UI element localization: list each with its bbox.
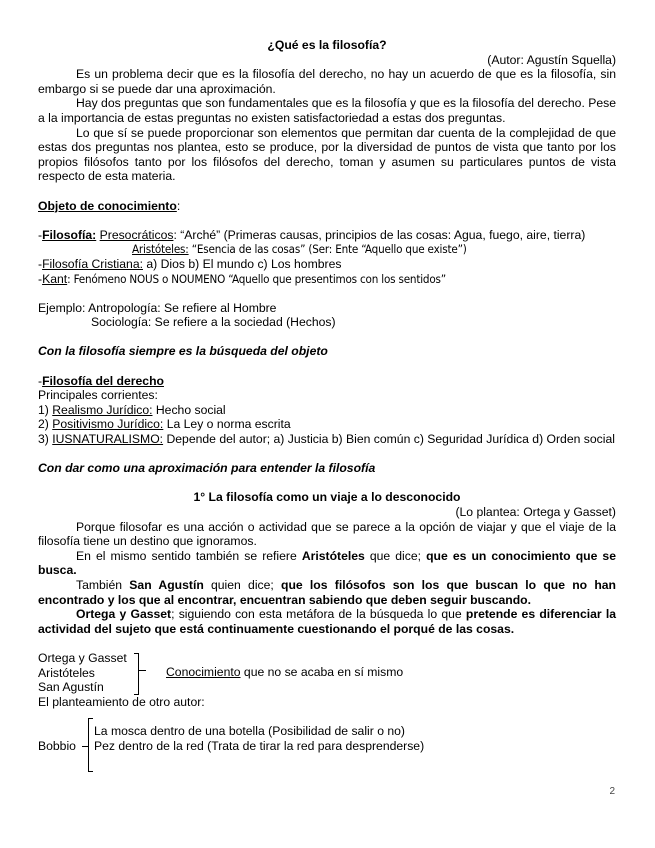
conocimiento-line: Conocimiento que no se acaba en sí mismo [166, 664, 404, 679]
bobbio-bracket [88, 718, 93, 772]
authors-bracket [134, 653, 139, 695]
cristiana-line: -Filosofía Cristiana: a) Dios b) El mundo c) Los hombres [38, 256, 342, 271]
corriente-item: 3) IUSNATURALISMO: Depende del autor; a) Justicia b) Bien común c) Seguridad Jurídica d) Orden social [38, 432, 615, 447]
author-name: Aristóteles [38, 665, 95, 680]
objeto-heading: Objeto de conocimiento [38, 198, 177, 213]
planteamiento-line: El planteamiento de otro autor: [38, 694, 205, 709]
bobbio-item: La mosca dentro de una botella (Posibilidad de salir o no) [94, 723, 405, 738]
page-number: 2 [609, 786, 615, 797]
derecho-heading: Filosofía del derecho [42, 373, 164, 388]
viaje-paragraph-2: En el mismo sentido también se refiere Aristóteles que dice; que es un conocimiento que se busca. [38, 548, 616, 578]
intro-paragraph-3: Lo que sí se puede proporcionar son elementos que permitan dar cuenta de la complejidad de que estas dos preguntas nos plantea, esto se produce, por la diversidad de puntos de vista que tanto por los propios filósofos tanto por los filósofos del derecho, toman y asumen su particulares puntos de vista respecto de esta materia. [38, 125, 616, 184]
corriente-item: 1) Realismo Jurídico: Hecho social [38, 402, 226, 417]
aristoteles-line: Aristóteles: “Esencia de las cosas” (Ser: Ente “Aquello que existe”) [132, 242, 467, 257]
page-title: ¿Qué es la filosofía? [267, 38, 387, 52]
presocraticos-line: -Filosofía: Presocráticos: “Arché” (Primeras causas, principios de las cosas: Agua, fuego, aire, tierra) [38, 227, 586, 242]
author-credit: (Autor: Agustín Squella) [487, 52, 616, 67]
busqueda-statement: Con la filosofía siempre es la búsqueda del objeto [38, 344, 328, 359]
intro-paragraph-2: Hay dos preguntas que son fundamentales que es la filosofía y que es la filosofía del derecho. Pese a la importancia de estas preguntas no existen satisfactoriedad a estas dos preguntas. [38, 96, 616, 125]
aproximacion-statement: Con dar como una aproximación para entender la filosofía [38, 461, 376, 476]
bracket-tick [82, 746, 88, 747]
objeto-heading-line: Objeto de conocimiento: [38, 198, 181, 213]
author-name: Ortega y Gasset [38, 650, 127, 665]
bobbio-group [38, 724, 616, 770]
bobbio-name: Bobbio [38, 738, 76, 753]
viaje-paragraph-1: Porque filosofar es una acción o actividad que se parece a la opción de viajar y que el viaje de la filosofía tiene un destino que ignoramos. [38, 519, 616, 549]
author-name: San Agustín [38, 680, 104, 695]
kant-line: -Kant: Fenómeno NOUS o NOUMENO “Aquello que presentimos con los sentidos” [38, 271, 446, 286]
viaje-planteado: (Lo plantea: Ortega y Gasset) [455, 505, 616, 519]
bracket-tick [138, 670, 146, 671]
viaje-paragraph-4: Ortega y Gasset; siguiendo con esta metáfora de la búsqueda lo que pretende es diferenciar la actividad del sujeto que está continuamente cuestionando el porqué de las cosas. [38, 607, 617, 636]
intro-paragraph-1: Es un problema decir que es la filosofía del derecho, no hay un acuerdo de que es la filosofía, sin embargo si se puede dar una aproximación. [38, 67, 616, 96]
viaje-heading: 1° La filosofía como un viaje a lo desconocido [193, 490, 461, 505]
authors-group [38, 651, 616, 695]
viaje-paragraph-3: También San Agustín quien dice; que los filósofos son los que buscan lo que no han encontrado y los que al encontrar, encuentran sabiendo que deben seguir buscando. [38, 577, 616, 607]
ejemplo-line-2: Sociología: Se refiere a la sociedad (Hechos) [91, 315, 336, 330]
corrientes-label: Principales corrientes: [38, 388, 158, 403]
bobbio-item: Pez dentro de la red (Trata de tirar la red para desprenderse) [94, 738, 425, 753]
ejemplo-line-1: Ejemplo: Antropología: Se refiere al Hombre [38, 300, 277, 315]
document-page [38, 38, 616, 770]
derecho-heading-line: -Filosofía del derecho [38, 373, 164, 388]
corriente-item: 2) Positivismo Jurídico: La Ley o norma escrita [38, 417, 291, 432]
